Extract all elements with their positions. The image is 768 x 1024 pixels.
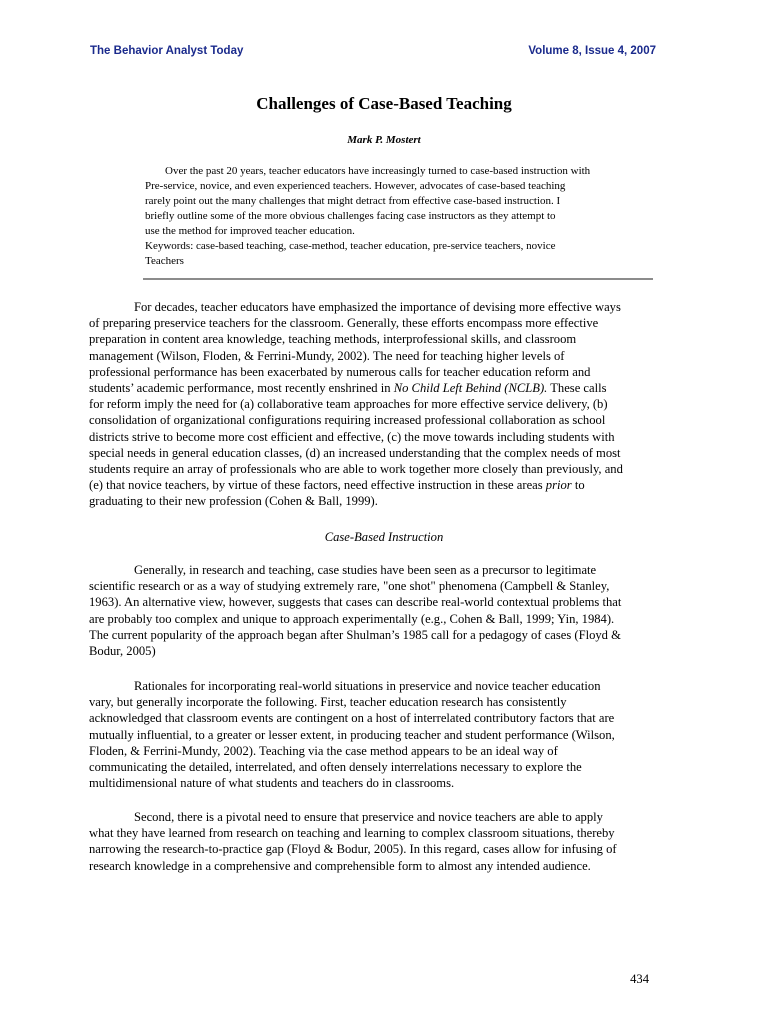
- nclb-emphasis: No Child Left Behind (NCLB).: [393, 381, 548, 396]
- body-line: narrowing the research-to-practice gap (Floyd & Bodur, 2005). In this regard, cases allow for infusing of: [89, 842, 617, 857]
- body-line: For decades, teacher educators have emphasized the importance of devising more effective ways: [134, 300, 621, 314]
- abstract-line: Over the past 20 years, teacher educators have increasingly turned to case-based instruction with: [165, 165, 591, 177]
- body-line: graduating to their new profession (Cohen & Ball, 1999).: [89, 494, 378, 509]
- body-line: communicating the detailed, interrelated, and often densely interrelations necessary to explore the: [89, 760, 582, 775]
- body-line: multidimensional nature of what students and teachers do in classrooms.: [89, 776, 455, 791]
- article-author: Mark P. Mostert: [347, 134, 421, 146]
- keywords-line: Teachers: [145, 255, 184, 267]
- paragraph-second: [89, 809, 680, 874]
- body-line: Rationales for incorporating real-world situations in preservice and novice teacher education: [134, 679, 601, 693]
- journal-name: The Behavior Analyst Today: [90, 45, 244, 57]
- section-heading: Case-Based Instruction: [324, 530, 444, 544]
- body-line: Generally, in research and teaching, case studies have been seen as a precursor to legitimate: [134, 563, 597, 577]
- body-line: The current popularity of the approach began after Shulman’s 1985 call for a pedagogy of cases (Floyd &: [89, 627, 621, 642]
- body-text-span: (e) that novice teachers, by virtue of these factors, need effective instruction in these areas: [89, 478, 546, 493]
- body-line: for reform imply the need for (a) collaborative team approaches for more effective service delivery, (b): [89, 397, 608, 412]
- abstract-line: rarely point out the many challenges that might detract from effective case-based instruction. I: [145, 195, 561, 207]
- page-number: 434: [630, 972, 649, 986]
- body-line: Floden, & Ferrini-Mundy, 2002). Teaching via the case method appears to be an ideal way of: [89, 743, 558, 758]
- keywords-line: Keywords: case-based teaching, case-method, teacher education, pre-service teachers, novice: [145, 240, 556, 252]
- body-line: preparation in content area knowledge, teaching methods, interprofessional skills, and classroom: [89, 332, 577, 347]
- volume-issue: Volume 8, Issue 4, 2007: [528, 45, 656, 57]
- body-line: management (Wilson, Floden, & Ferrini-Mundy, 2002). The need for teaching higher levels of: [89, 348, 565, 363]
- body-line: what they have learned from research on teaching and learning to complex classroom situations, thereby: [89, 826, 615, 841]
- body-line: special needs in general education classes, (d) an increased understanding that the complex needs of most: [89, 445, 621, 460]
- body-line: vary, but generally incorporate the following. First, teacher education research has consistently: [89, 695, 567, 710]
- body-line: [89, 477, 680, 493]
- prior-emphasis: prior: [545, 478, 572, 493]
- body-line: consolidation of organizational configurations requiring increased professional collaboration as school: [89, 413, 606, 428]
- abstract-line: Pre-service, novice, and even experienced teachers. However, advocates of case-based teaching: [145, 180, 566, 192]
- body-line: professional performance has been exacerbated by numerous calls for teacher education reform and: [89, 364, 591, 379]
- article-title: Challenges of Case-Based Teaching: [256, 94, 512, 113]
- abstract: [145, 164, 645, 269]
- body-line: are probably too complex and unique to approach experimentally (e.g., Cohen & Ball, 1999; Yin, 1984).: [89, 611, 615, 626]
- body-line: mutually influential, to a greater or lesser extent, in producing teacher and student performance (Wilson,: [89, 727, 615, 742]
- abstract-divider: [143, 278, 653, 280]
- body-text-span: students’ academic performance, most recently enshrined in: [89, 381, 394, 396]
- paragraph-case-studies: [89, 562, 680, 659]
- body-line: scientific research or as a way of studying extremely rare, "one shot" phenomena (Campbell & Stanley,: [89, 579, 610, 594]
- body-line: acknowledged that classroom events are contingent on a host of interrelated contributory factors that are: [89, 711, 615, 726]
- body-line: 1963). An alternative view, however, suggests that cases can describe real-world contextual problems that: [89, 595, 622, 610]
- body-line: Second, there is a pivotal need to ensure that preservice and novice teachers are able to apply: [134, 810, 603, 824]
- body-line: Bodur, 2005): [89, 644, 156, 659]
- body-text-span: to: [571, 478, 585, 493]
- body-line: districts strive to become more cost efficient and effective, (c) the move towards including students with: [89, 429, 615, 444]
- body-line: research knowledge in a comprehensive and comprehensible form to almost any intended audience.: [89, 858, 591, 873]
- abstract-line: briefly outline some of the more obvious challenges facing case instructors as they attempt to: [145, 210, 556, 222]
- body-line: students require an array of professionals who are able to work together more closely than previously, and: [89, 462, 623, 477]
- paragraph-intro: [89, 299, 680, 510]
- running-header: [90, 45, 656, 57]
- body-line: of preparing preservice teachers for the classroom. Generally, these efforts encompass more effective: [89, 316, 599, 331]
- body-line: [89, 380, 680, 396]
- body-text-span: These calls: [547, 381, 607, 396]
- abstract-line: use the method for improved teacher education.: [145, 225, 355, 237]
- paragraph-rationales: [89, 678, 680, 791]
